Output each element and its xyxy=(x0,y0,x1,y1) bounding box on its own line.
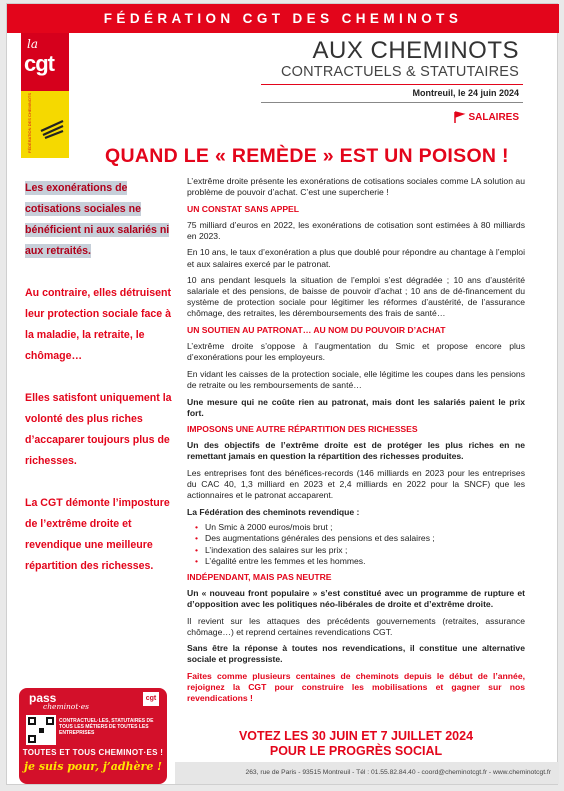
card-adhere-text: je suis pour, j’adhère ! xyxy=(24,760,162,773)
list-item: • L’indexation des salaires sur les prix ; xyxy=(205,545,525,556)
header-divider xyxy=(261,84,523,85)
footer-contact: 263, rue de Paris - 93515 Montreuil - Tél : 01.55.82.84.40 - coord@cheminotcgt.fr - www.cheminotcgt.fr xyxy=(175,762,559,784)
vote-line-2: POUR LE PROGRÈS SOCIAL xyxy=(269,744,443,758)
section-heading-repartition: IMPOSONS UNE AUTRE RÉPARTITION DES RICHESSES xyxy=(187,424,418,435)
section-heading-constat: UN CONSTAT SANS APPEL xyxy=(187,203,300,214)
callout-3: Elles satisfont uniquement la volonté des plus riches d’accaparer toujours plus de richesses. xyxy=(25,392,172,467)
paragraph: Il revient sur les attaques des précédents gouvernements (retraites, assurance chômage…) et reprend certaines revendications CGT. xyxy=(187,615,525,637)
paragraph: En 10 ans, le taux d’exonération a plus que doublé pour répondre au chantage à l’emploi et aux salaires exercé par le patronat. xyxy=(187,247,525,269)
paragraph: Un des objectifs de l’extrême droite est de protéger les plus riches en ne remettant jamais en question la répartition des richesses produites. xyxy=(187,440,525,462)
paragraph: 75 milliard d’euros en 2022, les exonérations de cotisation sont estimées à 80 milliards en 2023. xyxy=(187,219,525,241)
logo-cgt-text: cgt xyxy=(24,51,54,76)
vote-banner xyxy=(187,729,525,759)
document-date: Montreuil, le 24 juin 2024 xyxy=(412,88,519,98)
page-headline: QUAND LE « REMÈDE » EST UN POISON ! xyxy=(105,145,509,167)
sidebar-callouts xyxy=(25,178,175,598)
call-to-action-paragraph: Faites comme plusieurs centaines de cheminots depuis le début de l’année, rejoignez la CGT pour construire les mobilisations et gagner sur nos revendications ! xyxy=(187,670,525,704)
card-cgt-logo: cgt xyxy=(143,692,159,706)
section-heading-soutien: UN SOUTIEN AU PATRONAT… AU NOM DU POUVOIR D’ACHAT xyxy=(187,325,446,336)
vote-line-1: VOTEZ LES 30 JUIN ET 7 JUILLET 2024 xyxy=(238,729,474,743)
title-aux-cheminots: AUX CHEMINOTS xyxy=(312,37,519,64)
paragraph: En vidant les caisses de la protection sociale, elle légitime les coupes dans les pensions de retraite ou les remboursements de santé… xyxy=(187,368,525,390)
qr-code-icon xyxy=(26,715,56,745)
article-body xyxy=(187,176,525,710)
membership-card xyxy=(19,688,167,784)
train-icon xyxy=(39,113,65,139)
paragraph: Les entreprises font des bénéfices-records (146 milliards en 2023 pour les entreprises du CAC 40, 1,3 milliard en 2023 et 2,4 milliards en 2022 pour la SNCF) que les actionnaires et le patronat accaparent. xyxy=(187,467,525,501)
paragraph: L’extrême droite s’oppose à l’augmentation du Smic et propose encore plus d’exonérations pour les employeurs. xyxy=(187,341,525,363)
callout-1-text: Les exonérations de cotisations sociales ne bénéficient ni aux salariés ni aux retraités. xyxy=(25,182,170,257)
title-contractuels: CONTRACTUELS & STATUTAIRES xyxy=(280,64,519,80)
list-item: • Des augmentations générales des pensions et des salaires ; xyxy=(205,533,525,544)
paragraph: La Fédération des cheminots revendique : xyxy=(187,506,360,517)
logo-la-text: la xyxy=(27,37,38,51)
federation-banner: FÉDÉRATION CGT DES CHEMINOTS xyxy=(7,4,559,33)
paragraph: Une mesure qui ne coûte rien au patronat, mais dont les salariés paient le prix fort. xyxy=(187,396,525,418)
document-page xyxy=(6,3,558,785)
card-info-text: CONTRACTUEL·LES, STATUTAIRES DE TOUS LES MÉTIERS DE TOUTES LES ENTREPRISES xyxy=(59,718,154,736)
category-tag: SALAIRES xyxy=(468,112,519,123)
callout-1 xyxy=(25,178,175,262)
flag-icon xyxy=(452,110,466,124)
intro-paragraph: L’extrême droite présente les exonérations de cotisations sociales comme LA solution au problème de pouvoir d’achat. C’est une supercherie ! xyxy=(187,176,525,198)
paragraph: Un « nouveau front populaire » s’est constitué avec un programme de rupture et d’opposition avec les politiques néo-libérales de droite et d’extrême droite. xyxy=(187,587,525,609)
list-item: • Un Smic à 2000 euros/mois brut ; xyxy=(205,522,525,533)
cgt-logo xyxy=(21,33,69,158)
card-slogan: TOUTES ET TOUS CHEMINOT·ES ! xyxy=(22,748,164,757)
paragraph: Sans être la réponse à toutes nos revendications, il constitue une alternative sociale et progressiste. xyxy=(187,643,525,665)
date-divider xyxy=(261,102,523,103)
section-heading-independant: INDÉPENDANT, MAIS PAS NEUTRE xyxy=(187,571,332,582)
card-sub-text: cheminot·es xyxy=(43,702,90,711)
logo-federation-text: FÉDÉRATION DES CHEMINOTS xyxy=(27,93,32,153)
card-pass-text: pass xyxy=(29,691,57,705)
callout-4: La CGT démonte l’imposture de l’extrême droite et revendique une meilleure répartition des richesses. xyxy=(25,497,170,572)
list-item: • L’égalité entre les femmes et les hommes. xyxy=(205,556,525,567)
demands-list xyxy=(187,522,525,566)
callout-2: Au contraire, elles détruisent leur protection sociale face à la maladie, la retraite, le chômage… xyxy=(25,287,172,362)
paragraph: 10 ans pendant lesquels la situation de l’emploi s’est dégradée ; 10 ans d’austérité salariale et des pensions, de baisse de pouvoir d’achat ; 10 ans de dé-financement du système de protection sociale pour légitimer les réformes d’austérité, de l’assurance chômage, des retraites, les déremboursements des frais de santé… xyxy=(187,275,525,319)
